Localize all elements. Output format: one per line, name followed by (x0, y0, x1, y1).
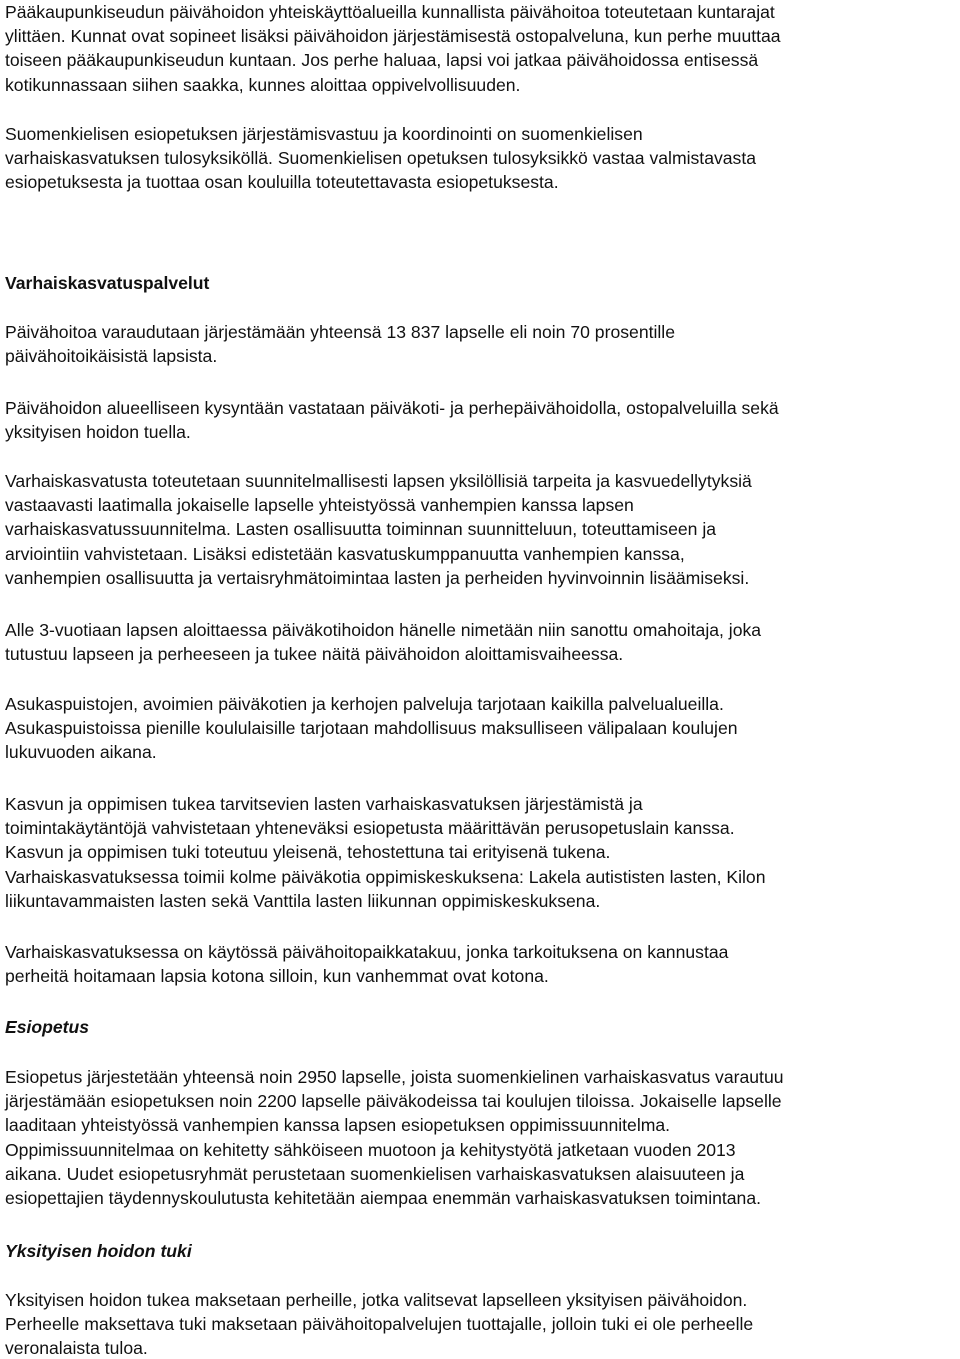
text-line: Varhaiskasvatusta toteutetaan suunnitelmallisesti lapsen yksilöllisiä tarpeita ja kasvuedellytyksiä (5, 471, 752, 491)
paragraph-preschool-count (5, 1065, 960, 1210)
paragraph-private-care-support (5, 1288, 960, 1359)
text-line: järjestämään esiopetuksen noin 2200 lapselle päiväkodeissa tai koulujen tiloissa. Jokaiselle lapselle (5, 1091, 782, 1112)
paragraph-individual-plan (5, 469, 960, 590)
text-line: Asukaspuistoissa pienille koululaisille tarjotaan mahdollisuus maksulliseen välipalaan koulujen (5, 718, 738, 739)
section-heading: Esiopetus (5, 1017, 90, 1037)
text-line: Oppimissuunnitelmaa on kehitetty sähköiseen muotoon ja kehitystyötä jatketaan vuoden 2013 (5, 1139, 736, 1160)
paragraph-learning-support (5, 792, 960, 913)
section-heading: Yksityisen hoidon tuki (5, 1241, 192, 1261)
section-heading: Varhaiskasvatuspalvelut (5, 273, 210, 293)
paragraph-playgrounds (5, 692, 960, 765)
paragraph-regional-demand (5, 396, 960, 444)
heading-yksityisen-hoidon-tuki (5, 1239, 960, 1263)
text-line: Alle 3-vuotiaan lapsen aloittaessa päiväkotihoidon hänelle nimetään niin sanottu omahoitaja, joka (5, 620, 762, 640)
text-line: Suomenkielisen esiopetuksen järjestämisvastuu ja koordinointi on suomenkielisen (5, 124, 643, 144)
paragraph-daycare-count (5, 320, 960, 368)
paragraph-shared-use-areas (5, 0, 960, 97)
text-line: varhaiskasvatuksen tulosyksiköllä. Suomenkielisen opetuksen tulosyksikkö vastaa valmistavasta (5, 148, 757, 169)
text-line: perheitä hoitamaan lapsia kotona silloin, kun vanhemmat ovat kotona. (5, 966, 549, 987)
text-line: esiopetuksesta ja tuottaa osan kouluilla toteutettavasta esiopetuksesta. (5, 172, 559, 193)
text-line: Esiopetus järjestetään yhteensä noin 2950 lapselle, joista suomenkielinen varhaiskasvatus varautuu (5, 1067, 784, 1087)
text-line: liikuntavammaisten lasten sekä Vanttila lasten liikunnan oppimiskeskuksena. (5, 890, 601, 911)
paragraph-placement-guarantee (5, 940, 960, 988)
text-line: ylittäen. Kunnat ovat sopineet lisäksi päivähoidon järjestämisestä ostopalveluna, kun perhe muuttaa (5, 26, 781, 47)
text-line: Yksityisen hoidon tukea maksetaan perheille, jotka valitsevat lapselleen yksityisen päivähoidon. (5, 1290, 748, 1310)
text-line: lukuvuoden aikana. (5, 742, 157, 763)
text-line: kotikunnassaan siihen saakka, kunnes aloittaa oppivelvollisuuden. (5, 74, 521, 95)
text-line: tutustuu lapseen ja perheeseen ja tukee näitä päivähoidon aloittamisvaiheessa. (5, 644, 624, 665)
text-line: Varhaiskasvatuksessa on käytössä päivähoitopaikkatakuu, jonka tarkoituksena on kannustaa (5, 942, 729, 962)
text-line: Kasvun ja oppimisen tukea tarvitsevien lasten varhaiskasvatuksen järjestämistä ja (5, 794, 643, 814)
paragraph-preschool-responsibility (5, 122, 960, 195)
text-line: yksityisen hoidon tuella. (5, 422, 191, 443)
text-line: esiopettajien täydennyskoulutusta kehitetään aiempaa enemmän varhaiskasvatuksen toimintana. (5, 1187, 762, 1208)
text-line: toimintakäytäntöjä vahvistetaan yhteneväksi esiopetusta määrittävän perusopetuslain kanssa. (5, 818, 735, 839)
text-line: Kasvun ja oppimisen tuki toteutuu yleisenä, tehostettuna tai erityisenä tukena. (5, 842, 611, 863)
heading-varhaiskasvatuspalvelut (5, 271, 960, 295)
text-line: Perheelle maksettava tuki maksetaan päivähoitopalvelujen tuottajalle, jolloin tuki ei ole perheelle (5, 1314, 754, 1335)
text-line: toiseen pääkaupunkiseudun kuntaan. Jos perhe haluaa, lapsi voi jatkaa päivähoidossa entisessä (5, 50, 759, 71)
text-line: Varhaiskasvatuksessa toimii kolme päiväkotia oppimiskeskuksena: Lakela autististen lasten, Kilon (5, 866, 766, 887)
text-line: varhaiskasvatussuunnitelma. Lasten osallisuutta toiminnan suunnitteluun, toteuttamiseen ja (5, 519, 717, 540)
text-line: vanhempien osallisuutta ja vertaisryhmätoimintaa lasten ja perheiden hyvinvoinnin lisäämiseksi. (5, 567, 750, 588)
text-line: laaditaan yhteistyössä vanhempien kanssa lapsen esiopetuksen oppimissuunnitelma. (5, 1115, 671, 1136)
text-line: arviointiin vahvistetaan. Lisäksi edistetään kasvatuskumppanuutta vanhempien kanssa, (5, 543, 685, 564)
heading-esiopetus (5, 1015, 960, 1039)
text-line: Päivähoitoa varaudutaan järjestämään yhteensä 13 837 lapselle eli noin 70 prosentille (5, 322, 675, 342)
paragraph-omahoitaja (5, 618, 960, 666)
text-line: Asukaspuistojen, avoimien päiväkotien ja kerhojen palveluja tarjotaan kaikilla palvelualueilla. (5, 694, 724, 714)
text-line: Päivähoidon alueelliseen kysyntään vastataan päiväkoti- ja perhepäivähoidolla, ostopalveluilla sekä (5, 398, 779, 418)
text-line: päivähoitoikäisistä lapsista. (5, 346, 218, 367)
text-line: veronalaista tuloa. (5, 1338, 148, 1359)
text-line: vastaavasti laatimalla jokaiselle lapselle yhteistyössä vanhempien kanssa lapsen (5, 495, 634, 516)
text-line: Pääkaupunkiseudun päivähoidon yhteiskäyttöalueilla kunnallista päivähoitoa toteutetaan kuntarajat (5, 2, 775, 22)
text-line: aikana. Uudet esiopetusryhmät perustetaan suomenkielisen varhaiskasvatuksen alaisuuteen ja (5, 1163, 745, 1184)
